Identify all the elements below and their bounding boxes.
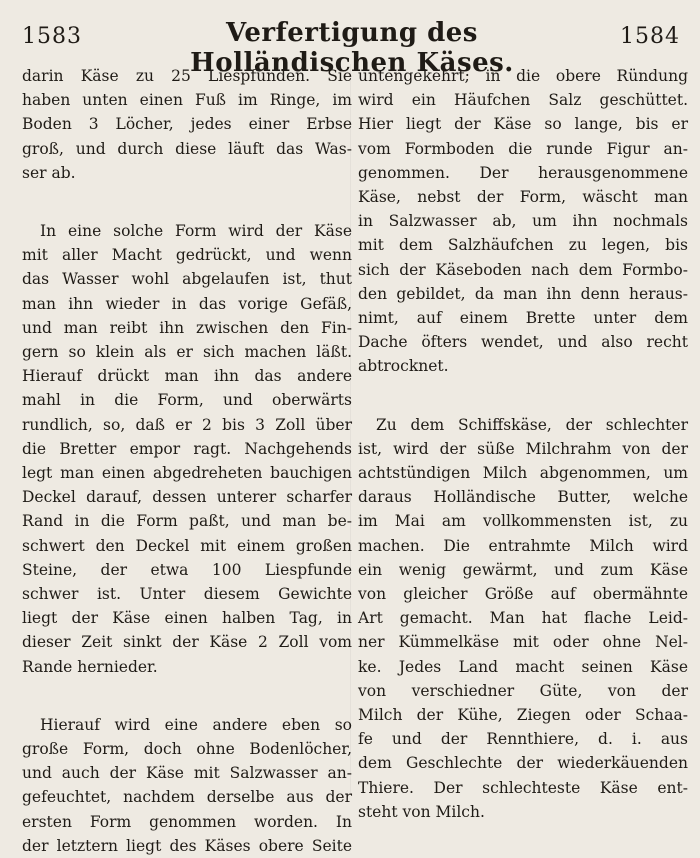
right-column bbox=[358, 64, 688, 824]
running-title: Verfertigung des Holländischen Käses. bbox=[190, 18, 514, 78]
text-line: den gebildet, da man ihn denn heraus- bbox=[358, 284, 688, 303]
text-line: ke. Jedes Land macht seinen Käse bbox=[358, 657, 688, 676]
text-line: man ihn wieder in das vorige Gefäß, bbox=[22, 294, 352, 313]
text-line: daraus Holländische Butter, welche bbox=[358, 488, 688, 507]
text-line: Steine, der etwa 100 Liespfunde bbox=[22, 560, 352, 579]
text-line: untengekehrt; in die obere Ründung bbox=[358, 67, 688, 85]
text-line: ersten Form genommen worden. In bbox=[22, 812, 352, 831]
text-line: das Wasser wohl abgelaufen ist, thut bbox=[22, 270, 352, 289]
text-line: rundlich, so, daß er 2 bis 3 Zoll über bbox=[22, 415, 352, 434]
text-line: nimt, auf einem Brette unter dem bbox=[358, 309, 688, 328]
text-line: dieser Zeit sinkt der Käse 2 Zoll vom bbox=[22, 633, 352, 652]
text-line: sich der Käseboden nach dem Formbo- bbox=[358, 260, 688, 279]
text-line: steht von Milch. bbox=[358, 802, 485, 821]
text-line: In eine solche Form wird der Käse bbox=[40, 222, 352, 241]
text-line: mit dem Salzhäufchen zu legen, bis bbox=[358, 236, 688, 255]
text-line: Deckel darauf, dessen unterer scharfer bbox=[22, 488, 352, 507]
text-line: Hierauf wird eine andere eben so bbox=[40, 715, 352, 734]
text-line: ser ab. bbox=[22, 163, 76, 182]
text-line: von verschiedner Güte, von der bbox=[358, 681, 688, 700]
text-line: Boden 3 Löcher, jedes einer Erbse bbox=[22, 115, 352, 134]
text-line: Hierauf drückt man ihn das andere bbox=[22, 367, 352, 386]
text-line: Art gemacht. Man hat flache Leid- bbox=[358, 609, 688, 628]
text-line: darin Käse zu 25 Liespfunden. Sie bbox=[22, 67, 352, 85]
text-line: die Bretter empor ragt. Nachgehends bbox=[22, 439, 352, 458]
text-line: dem Geschlechte der wiederkäuenden bbox=[358, 754, 688, 773]
text-line: haben unten einen Fuß im Ringe, im bbox=[22, 91, 352, 110]
text-line: und man reibt ihn zwischen den Fin- bbox=[22, 318, 352, 337]
text-line: machen. Die entrahmte Milch wird bbox=[358, 536, 688, 555]
text-line: Hier liegt der Käse so lange, bis er bbox=[358, 115, 688, 134]
text-line: und auch der Käse mit Salzwasser an- bbox=[22, 764, 352, 783]
text-line: schwert den Deckel mit einem großen bbox=[22, 536, 352, 555]
text-line: genommen. Der herausgenommene bbox=[358, 163, 688, 182]
text-line: in Salzwasser ab, um ihn nochmals bbox=[358, 212, 688, 231]
text-line: Thiere. Der schlechteste Käse ent- bbox=[358, 778, 688, 797]
text-line: achtstündigen Milch abgenommen, um bbox=[358, 464, 688, 483]
text-line: Zu dem Schiffskäse, der schlechter bbox=[376, 415, 688, 434]
text-line: von gleicher Größe auf obermähnte bbox=[358, 585, 688, 604]
text-line: Rand in die Form paßt, und man be- bbox=[22, 512, 352, 531]
text-line: liegt der Käse einen halben Tag, in bbox=[22, 609, 352, 628]
text-line: legt man einen abgedreheten bauchigen bbox=[22, 464, 352, 483]
column-divider bbox=[350, 64, 351, 794]
text-line: gefeuchtet, nachdem derselbe aus der bbox=[22, 788, 352, 807]
text-line: Dache öfters wendet, und also recht bbox=[358, 333, 688, 352]
left-column bbox=[22, 64, 352, 858]
right-paragraph-2 bbox=[358, 413, 688, 824]
text-line: vom Formboden die runde Figur an- bbox=[358, 139, 688, 158]
text-line: schwer ist. Unter diesem Gewichte bbox=[22, 585, 352, 604]
text-line: große Form, doch ohne Bodenlöcher, bbox=[22, 740, 352, 759]
text-line: wird ein Häufchen Salz geschüttet. bbox=[358, 91, 688, 110]
left-paragraph-1 bbox=[22, 64, 352, 185]
left-paragraph-2 bbox=[22, 219, 352, 679]
text-line: ner Kümmelkäse mit oder ohne Nel- bbox=[358, 633, 688, 652]
left-page-number: 1583 bbox=[22, 24, 82, 49]
text-line: abtrocknet. bbox=[358, 357, 449, 376]
text-line: mahl in die Form, und oberwärts bbox=[22, 391, 352, 410]
right-paragraph-1 bbox=[358, 64, 688, 379]
text-line: ein wenig gewärmt, und zum Käse bbox=[358, 560, 688, 579]
text-line: Rande hernieder. bbox=[22, 657, 158, 676]
text-line: der letztern liegt des Käses obere Seite bbox=[22, 836, 352, 855]
text-line: im Mai am vollkommensten ist, zu bbox=[358, 512, 688, 531]
text-line: gern so klein als er sich machen läßt. bbox=[22, 343, 352, 362]
text-line: fe und der Rennthiere, d. i. aus bbox=[358, 730, 688, 749]
text-line: mit aller Macht gedrückt, und wenn bbox=[22, 246, 352, 265]
text-line: ist, wird der süße Milchrahm von der bbox=[358, 439, 688, 458]
left-paragraph-3 bbox=[22, 713, 352, 858]
text-line: Käse, nebst der Form, wäscht man bbox=[358, 188, 688, 207]
right-page-number: 1584 bbox=[620, 24, 680, 49]
text-line: groß, und durch diese läuft das Was- bbox=[22, 139, 352, 158]
text-line: Milch der Kühe, Ziegen oder Schaa- bbox=[358, 706, 688, 725]
